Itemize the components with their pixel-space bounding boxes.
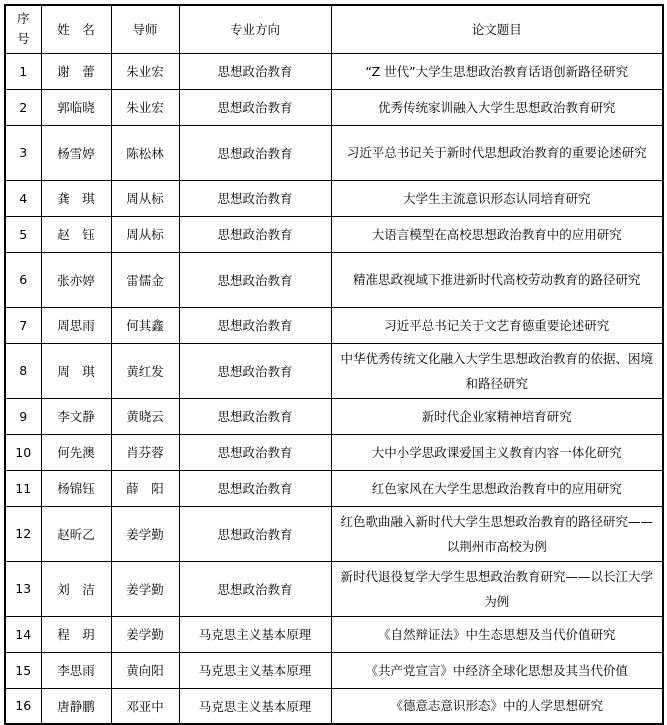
cell-name: 唐静鹏 <box>41 688 111 724</box>
cell-title: 红色家风在大学生思想政治教育中的应用研究 <box>331 470 663 506</box>
cell-advisor: 黄红发 <box>111 343 179 398</box>
cell-major: 思想政治教育 <box>179 89 331 125</box>
thesis-assignment-table <box>4 4 664 725</box>
cell-advisor: 姜学勤 <box>111 616 179 652</box>
cell-major: 思想政治教育 <box>179 343 331 398</box>
cell-title: 大语言模型在高校思想政治教育中的应用研究 <box>331 216 663 252</box>
cell-no: 4 <box>5 180 41 216</box>
cell-no: 12 <box>5 506 41 561</box>
cell-title: 红色歌曲融入新时代大学生思想政治教育的路径研究——以荆州市高校为例 <box>331 506 663 561</box>
cell-name: 郭临晓 <box>41 89 111 125</box>
cell-no: 15 <box>5 652 41 688</box>
cell-advisor: 薛 阳 <box>111 470 179 506</box>
cell-name: 周思雨 <box>41 307 111 343</box>
cell-title: 大学生主流意识形态认同培育研究 <box>331 180 663 216</box>
cell-major: 思想政治教育 <box>179 125 331 180</box>
table-row <box>5 434 663 470</box>
cell-advisor: 姜学勤 <box>111 561 179 616</box>
cell-no: 13 <box>5 561 41 616</box>
cell-advisor: 黄向阳 <box>111 652 179 688</box>
cell-name: 李文静 <box>41 398 111 434</box>
table-row <box>5 470 663 506</box>
table-row <box>5 398 663 434</box>
cell-no: 1 <box>5 53 41 89</box>
cell-no: 9 <box>5 398 41 434</box>
cell-name: 赵昕乙 <box>41 506 111 561</box>
cell-title: 精准思政视域下推进新时代高校劳动教育的路径研究 <box>331 252 663 307</box>
table-row <box>5 561 663 616</box>
column-header-no-label: 序号 <box>16 11 30 47</box>
cell-no: 10 <box>5 434 41 470</box>
table-row <box>5 616 663 652</box>
cell-title: 《德意志意识形态》中的人学思想研究 <box>331 688 663 724</box>
cell-title: 新时代退役复学大学生思想政治教育研究——以长江大学为例 <box>331 561 663 616</box>
cell-major: 思想政治教育 <box>179 470 331 506</box>
cell-name: 何先澳 <box>41 434 111 470</box>
cell-no: 11 <box>5 470 41 506</box>
cell-title: 习近平总书记关于文艺育德重要论述研究 <box>331 307 663 343</box>
table-row <box>5 125 663 180</box>
cell-no: 16 <box>5 688 41 724</box>
cell-advisor: 陈松林 <box>111 125 179 180</box>
cell-advisor: 黄晓云 <box>111 398 179 434</box>
cell-name: 杨雪婷 <box>41 125 111 180</box>
cell-name: 李思雨 <box>41 652 111 688</box>
cell-major: 思想政治教育 <box>179 434 331 470</box>
cell-name: 程 玥 <box>41 616 111 652</box>
cell-title: 习近平总书记关于新时代思想政治教育的重要论述研究 <box>331 125 663 180</box>
cell-title: 优秀传统家训融入大学生思想政治教育研究 <box>331 89 663 125</box>
cell-title: “Z 世代”大学生思想政治教育话语创新路径研究 <box>331 53 663 89</box>
cell-advisor: 何其鑫 <box>111 307 179 343</box>
table-row <box>5 53 663 89</box>
column-header-name: 姓 名 <box>41 5 111 53</box>
table-row <box>5 506 663 561</box>
column-header-advisor: 导师 <box>111 5 179 53</box>
cell-name: 刘 洁 <box>41 561 111 616</box>
cell-major: 思想政治教育 <box>179 252 331 307</box>
cell-name: 杨锦钰 <box>41 470 111 506</box>
cell-no: 6 <box>5 252 41 307</box>
cell-no: 14 <box>5 616 41 652</box>
cell-advisor: 肖芬蓉 <box>111 434 179 470</box>
table-row <box>5 307 663 343</box>
cell-title: 《自然辩证法》中生态思想及当代价值研究 <box>331 616 663 652</box>
cell-advisor: 周从标 <box>111 180 179 216</box>
cell-no: 7 <box>5 307 41 343</box>
column-header-no <box>5 5 41 53</box>
cell-major: 马克思主义基本原理 <box>179 652 331 688</box>
cell-title: 《共产党宣言》中经济全球化思想及其当代价值 <box>331 652 663 688</box>
column-header-major: 专业方向 <box>179 5 331 53</box>
cell-major: 思想政治教育 <box>179 398 331 434</box>
cell-title: 中华优秀传统文化融入大学生思想政治教育的依据、困境和路径研究 <box>331 343 663 398</box>
table-row <box>5 180 663 216</box>
cell-major: 马克思主义基本原理 <box>179 616 331 652</box>
cell-name: 龚 琪 <box>41 180 111 216</box>
cell-no: 8 <box>5 343 41 398</box>
table-row <box>5 252 663 307</box>
table-header-row <box>5 5 663 53</box>
table-row <box>5 652 663 688</box>
table-body <box>5 53 663 724</box>
cell-no: 2 <box>5 89 41 125</box>
table-row <box>5 216 663 252</box>
cell-major: 思想政治教育 <box>179 216 331 252</box>
cell-advisor: 朱业宏 <box>111 53 179 89</box>
cell-advisor: 周从标 <box>111 216 179 252</box>
cell-name: 张亦婷 <box>41 252 111 307</box>
table-row <box>5 89 663 125</box>
cell-major: 思想政治教育 <box>179 307 331 343</box>
cell-name: 周 琪 <box>41 343 111 398</box>
cell-advisor: 姜学勤 <box>111 506 179 561</box>
cell-major: 思想政治教育 <box>179 53 331 89</box>
column-header-title: 论文题目 <box>331 5 663 53</box>
cell-advisor: 邓亚中 <box>111 688 179 724</box>
cell-title: 大中小学思政课爱国主义教育内容一体化研究 <box>331 434 663 470</box>
cell-major: 思想政治教育 <box>179 561 331 616</box>
cell-name: 赵 钰 <box>41 216 111 252</box>
table-row <box>5 343 663 398</box>
cell-title: 新时代企业家精神培育研究 <box>331 398 663 434</box>
cell-name: 谢 蕾 <box>41 53 111 89</box>
cell-major: 马克思主义基本原理 <box>179 688 331 724</box>
cell-no: 5 <box>5 216 41 252</box>
cell-advisor: 朱业宏 <box>111 89 179 125</box>
cell-major: 思想政治教育 <box>179 180 331 216</box>
cell-major: 思想政治教育 <box>179 506 331 561</box>
cell-no: 3 <box>5 125 41 180</box>
cell-advisor: 雷儒金 <box>111 252 179 307</box>
